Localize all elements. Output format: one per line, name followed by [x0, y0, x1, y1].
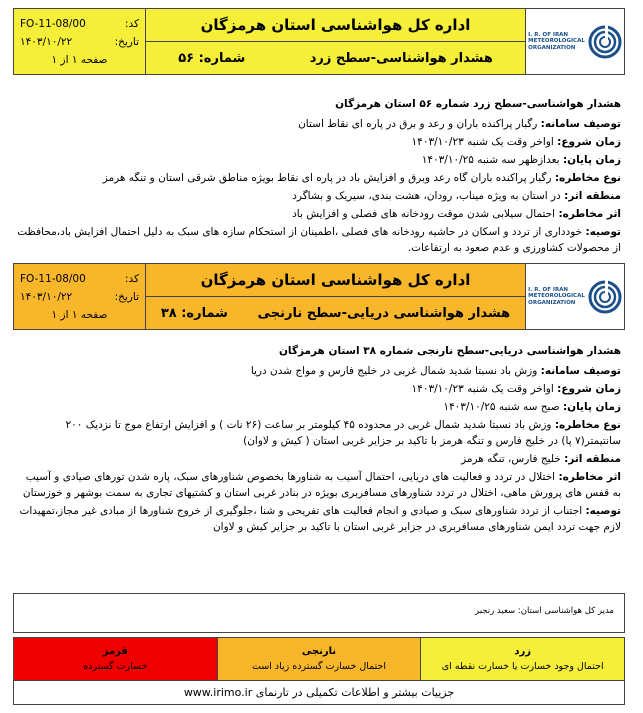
bulletin-line-label: زمان پایان: [562, 401, 621, 413]
bulletin-line-label: منطقه اثر: [564, 453, 621, 465]
warning-level-legend [13, 637, 625, 681]
meteorology-logo: I. R. OF IRAN METEOROLOGICAL ORGANIZATION [526, 9, 624, 74]
bulletin-line-text: اجتناب از تردد شناورهای سبک و صیادی و انجام فعالیت های تفریحی و شنا ،جلوگیری از خروج شناورها از مبادی غیر مجاز،تمهیدات لازم جهت تردد ایمن شناورهای مسافربری در جزایر غربی استان با تاکید بر جزایر کیش و لاوان [19, 505, 621, 533]
spiral-logo-icon [588, 280, 622, 314]
bulletin-1-body [13, 96, 625, 258]
code-label: کد: [124, 273, 139, 285]
date-label: تاریخ: [114, 291, 139, 303]
bulletin-1-header [13, 8, 625, 75]
date-value: ۱۴۰۳/۱۰/۲۲ [20, 291, 73, 303]
bulletin-line [17, 451, 621, 467]
bulletin-1-meta [14, 9, 146, 74]
bulletin-line-label: توصیف سامانه: [540, 118, 621, 130]
bulletin-line-text: وزش باد نسبتا شدید شمال غربی در محدوده ۴۵ کیلومتر بر ساعت (۲۶ نات ) و افزایش ارتفاع موج تا نزدیک ۲۰۰ سانتیمتر(۷ پا) در خلیج فارس و تنگه هرمز با تاکید بر جزایر غربی استان ( کیش و لاوان) [65, 419, 621, 447]
bulletin-line-label: توصیه: [585, 226, 621, 238]
page-number: صفحه ۱ از ۱ [51, 54, 108, 66]
warning-number: شماره: ۳۸ [160, 305, 228, 321]
manager-signature-box [13, 593, 625, 633]
bulletin-line-text: بعدازظهر سه شنبه ۱۴۰۳/۱۰/۲۵ [421, 154, 563, 166]
legend-red: قرمز خسارت گسترده [14, 638, 217, 680]
bulletin-line [17, 224, 621, 256]
bulletin-line-label: منطقه اثر: [564, 190, 621, 202]
warning-title: هشدار هواشناسی-سطح زرد [309, 50, 493, 66]
bulletin-line-text: احتمال سیلابی شدن موقت رودخانه های فصلی و افزایش باد [292, 208, 559, 220]
bulletin-1-heading: هشدار هواشناسی-سطح زرد شماره ۵۶ استان هرمزگان [335, 98, 621, 110]
bulletin-line-label: اثر مخاطره: [558, 471, 621, 483]
org-title: اداره کل هواشناسی استان هرمزگان [146, 9, 525, 42]
bulletin-line [17, 116, 621, 132]
bulletin-line-label: زمان شروع: [557, 136, 621, 148]
bulletin-line-text: رگبار پراکنده باران گاه رعد وبرق و افزایش باد در پاره ای نقاط بویژه مناطق شرقی استان و تنگه هرمز [102, 172, 555, 184]
bulletin-line-text: رگبار پراکنده باران و رعد و برق در پاره ای نقاط استان [298, 118, 541, 130]
bulletin-2-title-block [146, 264, 526, 329]
bulletin-line [17, 152, 621, 168]
bulletin-line [17, 170, 621, 186]
warning-title: هشدار هواشناسی دریایی-سطح نارنجی [257, 305, 511, 321]
bulletin-line-text: در استان به ویژه میناب، رودان، هشت بندی، سیریک و بشاگرد [292, 190, 565, 202]
org-title: اداره کل هواشناسی استان هرمزگان [146, 264, 525, 297]
bulletin-line-text: اواخر وقت یک شنبه ۱۴۰۳/۱۰/۲۳ [411, 383, 558, 395]
bulletin-line-text: صبح سه شنبه ۱۴۰۳/۱۰/۲۵ [443, 401, 563, 413]
bulletin-line-text: اختلال در تردد و فعالیت های دریایی، احتمال آسیب به شناورها بخصوص شناورهای سبک، پاره شدن تورهای صیادی و آسیب به قفس های پرورش ماهی، اختلال در تردد شناورهای مسافربری بویژه در بنادر غربی استان و کشتیهای تجاری به سمت بوشهر و خوزستان [22, 471, 621, 499]
bulletin-line-text: خلیج فارس، تنگه هرمز [461, 453, 565, 465]
legend-orange: نارنجی احتمال خسارت گسترده زیاد است [217, 638, 421, 680]
legend-yellow: زرد احتمال وجود خسارت یا خسارت نقطه ای [420, 638, 624, 680]
bulletin-line-label: توصیف سامانه: [540, 365, 621, 377]
spiral-logo-icon [588, 25, 622, 59]
bulletin-line-text: وزش باد نسبتا شدید شمال غربی در خلیج فارس و مواج شدن دریا [250, 365, 541, 377]
bulletin-line-text: اواخر وقت یک شنبه ۱۴۰۳/۱۰/۲۳ [411, 136, 558, 148]
bulletin-line-label: توصیه: [585, 505, 621, 517]
bulletin-line-label: اثر مخاطره: [558, 208, 621, 220]
bulletin-line [17, 469, 621, 501]
bulletin-line-label: نوع مخاطره: [554, 172, 621, 184]
page-number: صفحه ۱ از ۱ [51, 309, 108, 321]
bulletin-line [17, 381, 621, 397]
date-label: تاریخ: [114, 36, 139, 48]
code-label: کد: [124, 18, 139, 30]
bulletin-1-title-block [146, 9, 526, 74]
code-value: FO-11-08/00 [20, 273, 86, 285]
bulletin-line [17, 363, 621, 379]
bulletin-2-header [13, 263, 625, 330]
bulletin-line-label: زمان شروع: [557, 383, 621, 395]
bulletin-line-text: خودداری از تردد و اسکان در حاشیه رودخانه های فصلی ،اطمینان از استحکام سازه های سبک به دلیل احتمال افزایش باد،محافظت از محصولات کشاورزی و عدم صعود به ارتفاعات. [17, 226, 621, 254]
warning-number: شماره: ۵۶ [178, 50, 246, 66]
bulletin-2-body [13, 343, 625, 537]
manager-name: مدیر کل هواشناسی استان: سعید رنجبر [475, 606, 614, 616]
bulletin-2-heading: هشدار هواشناسی دریایی-سطح نارنجی شماره ۳۸ استان هرمزگان [278, 345, 621, 357]
meteorology-logo: I. R. OF IRAN METEOROLOGICAL ORGANIZATION [526, 264, 624, 329]
bulletin-line [17, 206, 621, 222]
bulletin-2-meta [14, 264, 146, 329]
code-value: FO-11-08/00 [20, 18, 86, 30]
date-value: ۱۴۰۳/۱۰/۲۲ [20, 36, 73, 48]
bulletin-line [17, 417, 621, 449]
bulletin-line [17, 399, 621, 415]
bulletin-line [17, 134, 621, 150]
bulletin-line [17, 503, 621, 535]
bulletin-line-label: نوع مخاطره: [554, 419, 621, 431]
bulletin-line [17, 188, 621, 204]
bulletin-line-label: زمان پایان: [562, 154, 621, 166]
footer-website-note: جزییات بیشتر و اطلاعات تکمیلی در تارنمای www.irimo.ir [13, 681, 625, 705]
